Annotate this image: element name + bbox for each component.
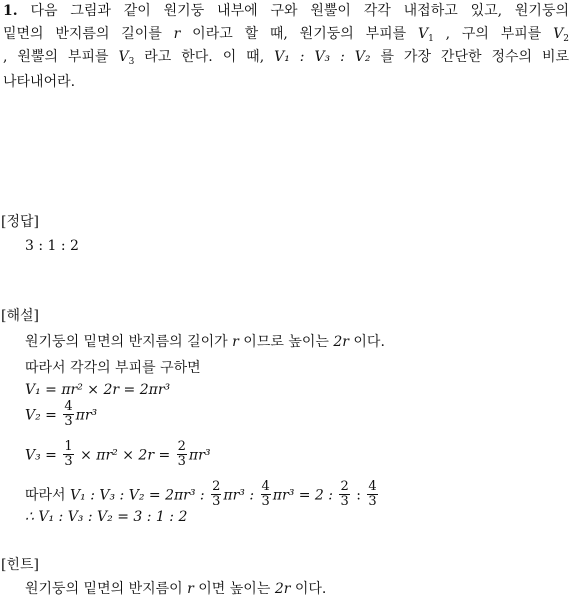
answer-label: [정답]: [1, 214, 39, 230]
radius-variable: r: [187, 581, 194, 597]
ratio-prefix: 따라서: [25, 487, 71, 504]
ratio-lhs: V₁ : V₃ : V₂ = 2πr³ :: [70, 487, 210, 504]
question-line-2: [3, 24, 569, 44]
ratio-expression: V₁ : V₃ : V₂: [274, 49, 371, 65]
v2-lhs: V₂ =: [25, 407, 62, 424]
fraction-1-3: $\frac{1}{3}$: [64, 439, 73, 469]
explanation-label: [해설]: [1, 308, 39, 324]
conclusion-expression: ∴ V₁ : V₃ : V₂ = 3 : 1 : 2: [25, 509, 188, 525]
question-text-4: 나타내어라.: [3, 74, 76, 90]
v2-formula: [25, 401, 97, 430]
v3-lhs: V₃ =: [25, 447, 62, 464]
v3-symbol: V: [118, 49, 129, 65]
radius-variable: r: [173, 26, 181, 42]
question-text-3c: 를 가장 간단한 정수의 비로: [370, 49, 570, 65]
question-text-2c: , 구의 부피를: [433, 26, 554, 42]
hint-line: [25, 578, 326, 598]
fraction-2-3: $\frac{2}{3}$: [177, 439, 186, 469]
question-number: 1.: [3, 3, 18, 19]
explanation-line-2: 따라서 각각의 부피를 구하면: [25, 360, 201, 376]
v1-expression: V₁ = πr² × 2r = 2πr³: [25, 382, 171, 398]
v3-formula: [25, 441, 210, 470]
fraction-4-3: $\frac{4}{3}$: [368, 479, 377, 509]
hint-text-b: 이면 높이는: [193, 581, 275, 597]
ratio-formula: [25, 481, 380, 510]
v2-subscript: 2: [563, 34, 569, 44]
fraction-4-3: $\frac{4}{3}$: [64, 399, 73, 429]
v2-rhs: πr³: [75, 407, 98, 424]
explanation-line-1: [25, 331, 385, 351]
question-text-3b: 라고 한다. 이 때,: [134, 49, 275, 65]
fraction-2-3: $\frac{2}{3}$: [212, 479, 221, 509]
question-text-3a: , 원뿔의 부피를: [3, 49, 119, 65]
question-line-3: [3, 47, 569, 67]
question-text-2b: 이라고 할 때, 원기둥의 부피를: [180, 26, 418, 42]
v3-subscript: 3: [128, 57, 135, 67]
height-expression: 2r: [333, 334, 349, 350]
explanation-text-1b: 이므로 높이는: [238, 334, 334, 350]
v1-subscript: 1: [428, 34, 434, 44]
v1-symbol: V: [417, 26, 429, 42]
ratio-middle-1: πr³ :: [223, 487, 259, 504]
explanation-text-1c: 이다.: [348, 334, 385, 350]
conclusion-line: [25, 509, 187, 525]
height-expression: 2r: [274, 581, 291, 597]
fraction-4-3: $\frac{4}{3}$: [261, 479, 270, 509]
fraction-2-3: $\frac{2}{3}$: [340, 479, 349, 509]
question-text-1: 다음 그림과 같이 원기둥 내부에 구와 원뿔이 각각 내접하고 있고, 원기둥의: [30, 3, 570, 19]
ratio-middle-3: :: [351, 487, 366, 504]
v2-symbol: V: [553, 26, 564, 42]
question-text-2a: 밑면의 반지름의 길이를: [3, 26, 174, 42]
question-line-4: [3, 72, 569, 92]
v3-rhs: πr³: [188, 447, 211, 464]
v3-middle: × πr² × 2r =: [75, 447, 175, 464]
answer-value: 3 : 1 : 2: [25, 238, 79, 254]
hint-text-c: 이다.: [290, 581, 327, 597]
question-line-1: [3, 1, 569, 21]
hint-text-a: 원기둥의 밑면의 반지름이: [25, 581, 188, 597]
v1-formula: [25, 382, 170, 398]
radius-variable: r: [232, 334, 239, 350]
explanation-text-1a: 원기둥의 밑면의 반지름의 길이가: [25, 334, 233, 350]
ratio-middle-2: πr³ = 2 :: [272, 487, 338, 504]
hint-label: [힌트]: [1, 557, 39, 573]
